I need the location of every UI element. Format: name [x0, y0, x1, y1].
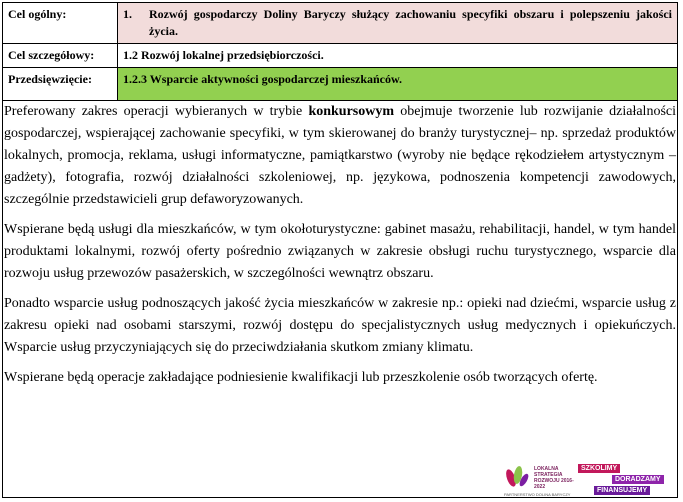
paragraph-4: Wspierane będą operacje zakładające podniesienie kwalifikacji lub przeszkolenie osób tworzących ofertę.: [4, 370, 598, 385]
goal-text: Rozwój gospodarczy Doliny Baryczy służący zachowaniu specyfiki obszaru i polepszeniu jakości życia.: [149, 7, 672, 38]
paragraph-2: Wspierane będą usługi dla mieszkańców, w tym okołoturystyczne: gabinet masażu, rehabilitacji, handel, w tym handel produktami lokalnymi, rozwój oferty pośrednio związanych w zakresie obsługi ruchu turystycznego, wsparcie dla rozwoju usług przewozów pasażerskich, w szczególności wewnątrz obszaru.: [4, 222, 676, 281]
paragraph-1-bold: konkursowym: [308, 104, 395, 119]
badge-finansujemy: FINANSUJEMY: [594, 486, 650, 495]
row-przedsiewziecie: [3, 68, 678, 101]
label-cel-ogolny: Cel ogólny:: [3, 3, 118, 44]
footer-logos: [502, 462, 678, 498]
label-cel-szczegolowy: Cel szczegółowy:: [3, 44, 118, 68]
label-przedsiewziecie: Przedsięwzięcie:: [3, 68, 118, 101]
value-przedsiewziecie: 1.2.3 Wsparcie aktywności gospodarczej mieszkańców.: [118, 68, 678, 101]
goal-number: 1.: [123, 7, 132, 21]
lsr-logo-subtitle: PARTNERSTWO DOLINA BARYCZY: [504, 492, 571, 497]
paragraph-1: [4, 101, 676, 211]
badge-szkolimy: SZKOLIMY: [578, 464, 620, 473]
value-cel-szczegolowy: 1.2 Rozwój lokalnej przedsiębiorczości.: [118, 44, 678, 68]
body-text: [4, 101, 676, 397]
paragraph-1-start: Preferowany zakres operacji wybieranych w trybie: [4, 104, 309, 119]
row-cel-ogolny: [3, 3, 678, 44]
slogan-badge: [574, 462, 678, 498]
paragraph-3: Ponadto wsparcie usług podnoszących jakość życia mieszkańców w zakresie np.: opieki nad dziećmi, wsparcie usług z zakresu opieki nad osobami starszymi, rozwój dostępu do specjalistycznych usług medycznych i opiekuńczych. Wsparcie usług przyczyniających się do przeciwdziałania skutkom zmiany klimatu.: [4, 296, 676, 355]
header-table: [2, 2, 678, 101]
paragraph-1-end: obejmuje tworzenie lub rozwijanie działalności gospodarczej, wspierającej zachowanie specyfiki, w tym skierowanej do branży turystycznej– np. sprzedaż produktów lokalnych, promocja, reklama, usługi informatyczne, pamiątkarstwo (wyroby nie będące rękodziełem artystycznym – gadżety), fotografia, rozwój działalności szkoleniowej, np. językowa, podnoszenia kompetencji zawodowych, szczególnie przedstawicieli grup defaworyzowanych.: [4, 104, 676, 207]
lsr-logo-icon: [502, 464, 530, 494]
badge-doradzamy: DORADZAMY: [612, 475, 664, 484]
value-cel-ogolny: [118, 3, 678, 44]
row-cel-szczegolowy: [3, 44, 678, 68]
lsr-logo-title: LOKALNA STRATEGIA ROZWOJU 2016-2022: [534, 466, 574, 490]
